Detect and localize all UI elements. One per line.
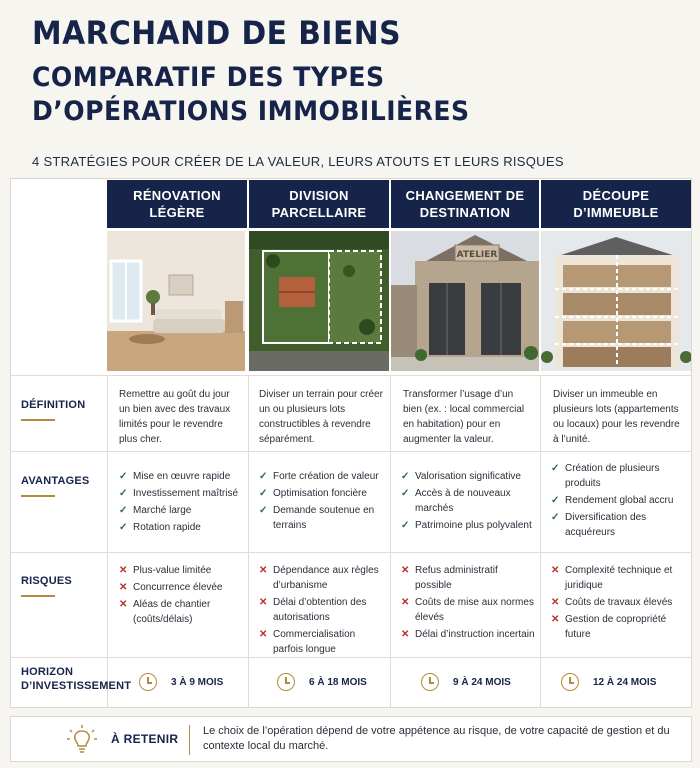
- list-item-text: Rotation rapide: [133, 522, 201, 533]
- title-line-2: COMPARATIF DES TYPES: [32, 62, 385, 93]
- list-item: [119, 469, 247, 484]
- avantages-cell: [401, 469, 535, 535]
- list-item-text: Complexité technique et juridique: [565, 565, 673, 591]
- list-item: [119, 520, 247, 535]
- list-item: [259, 627, 387, 657]
- list-item-text: Rendement global accru: [565, 495, 674, 506]
- list-item-text: Délai d’instruction incertain: [415, 629, 535, 640]
- row-divider: [11, 375, 691, 376]
- title-line-3: D’OPÉRATIONS IMMOBILIÈRES: [32, 96, 470, 127]
- list-item-text: Plus-value limitée: [133, 565, 212, 576]
- row-label-text: RISQUES: [21, 575, 72, 587]
- horizon-cell: [277, 673, 367, 691]
- check-icon: ✓: [259, 471, 268, 482]
- land-plot-aerial-photo: [249, 231, 389, 371]
- column-header-line: DÉCOUPE: [582, 188, 650, 203]
- row-label-avantages: [11, 475, 107, 497]
- list-item-text: Demande soutenue en terrains: [273, 505, 375, 531]
- living-room-photo: [107, 231, 245, 371]
- horizon-value: 9 À 24 MOIS: [453, 676, 511, 688]
- list-item-text: Valorisation significative: [415, 471, 521, 482]
- list-item-text: Coûts de mise aux normes élevés: [415, 597, 534, 623]
- cross-icon: ✕: [401, 597, 410, 608]
- column-header-line: RÉNOVATION: [133, 188, 221, 203]
- row-label-text: AVANTAGES: [21, 475, 90, 487]
- list-item-text: Optimisation foncière: [273, 488, 367, 499]
- list-item-text: Gestion de copropriété future: [565, 614, 667, 640]
- gold-underline: [21, 419, 55, 421]
- definition-cell: Remettre au goût du jour un bien avec des travaux limités pour le revendre plus cher.: [119, 389, 231, 445]
- list-item-text: Commercialisation parfois longue: [273, 629, 356, 655]
- cross-icon: ✕: [259, 597, 268, 608]
- list-item: [551, 595, 685, 610]
- column-header-renovation: [107, 180, 247, 228]
- list-item: [259, 486, 387, 501]
- risques-cell: [401, 563, 535, 644]
- check-icon: ✓: [119, 488, 128, 499]
- row-label-definition: [11, 399, 107, 421]
- atelier-building-photo: [391, 231, 539, 371]
- comparison-table: [10, 178, 692, 708]
- gold-underline: [21, 595, 55, 597]
- risques-cell: [259, 563, 387, 659]
- title-line-1: MARCHAND DE BIENS: [32, 14, 402, 52]
- avantages-cell: [119, 469, 247, 537]
- list-item: [551, 612, 685, 642]
- check-icon: ✓: [259, 488, 268, 499]
- check-icon: ✓: [551, 512, 560, 523]
- definition-cell: Diviser un immeuble en plusieurs lots (appartements ou locaux) pour les revendre à l’unité.: [553, 389, 680, 445]
- horizon-cell: [561, 673, 656, 691]
- column-header-line: DESTINATION: [419, 205, 511, 220]
- column-header-line: DIVISION: [289, 188, 349, 203]
- cross-icon: ✕: [401, 565, 410, 576]
- row-divider: [11, 552, 691, 553]
- list-item: [401, 518, 535, 533]
- list-item-text: Diversification des acquéreurs: [565, 512, 647, 538]
- row-label-text: D’INVESTISSEMENT: [21, 680, 132, 692]
- horizon-value: 12 À 24 MOIS: [593, 676, 657, 688]
- cross-icon: ✕: [401, 629, 410, 640]
- list-item-text: Délai d’obtention des autorisations: [273, 597, 367, 623]
- list-item-text: Marché large: [133, 505, 192, 516]
- list-item: [259, 563, 387, 593]
- row-label-risques: [11, 575, 107, 597]
- risques-cell: [119, 563, 247, 629]
- column-header-changement: [391, 180, 539, 228]
- check-icon: ✓: [551, 463, 560, 474]
- list-item-text: Concurrence élevée: [133, 582, 223, 593]
- column-divider: [390, 375, 391, 707]
- clock-icon: [561, 673, 579, 691]
- clock-icon: [139, 673, 157, 691]
- column-header-line: PARCELLAIRE: [271, 205, 367, 220]
- avantages-cell: [551, 461, 685, 542]
- atelier-sign: ATELIER: [456, 250, 498, 260]
- list-item: [401, 486, 535, 516]
- clock-icon: [421, 673, 439, 691]
- list-item-text: Refus administratif possible: [415, 565, 498, 591]
- list-item: [119, 580, 247, 595]
- list-item: [551, 510, 685, 540]
- check-icon: ✓: [551, 495, 560, 506]
- retain-title: À RETENIR: [111, 732, 179, 746]
- check-icon: ✓: [401, 488, 410, 499]
- column-header-line: CHANGEMENT DE: [405, 188, 525, 203]
- list-item: [401, 563, 535, 593]
- avantages-cell: [259, 469, 387, 535]
- column-header-line: LÉGÈRE: [149, 205, 205, 220]
- clock-icon: [277, 673, 295, 691]
- cross-icon: ✕: [551, 597, 560, 608]
- horizon-value: 6 À 18 MOIS: [309, 676, 367, 688]
- definition-cell: Diviser un terrain pour créer un ou plusieurs lots constructibles à revendre séparément.: [259, 389, 383, 445]
- list-item: [119, 503, 247, 518]
- check-icon: ✓: [259, 505, 268, 516]
- retain-box: [10, 716, 692, 762]
- list-item-text: Mise en œuvre rapide: [133, 471, 231, 482]
- check-icon: ✓: [401, 471, 410, 482]
- row-label-text: HORIZON: [21, 666, 74, 678]
- list-item: [401, 595, 535, 625]
- list-item: [119, 597, 247, 627]
- check-icon: ✓: [119, 522, 128, 533]
- list-item-text: Dépendance aux règles d’urbanisme: [273, 565, 379, 591]
- list-item: [259, 595, 387, 625]
- row-label-horizon: [11, 665, 132, 693]
- list-item: [401, 469, 535, 484]
- list-item: [551, 461, 685, 491]
- list-item: [551, 493, 685, 508]
- column-divider: [540, 375, 541, 707]
- list-item-text: Forte création de valeur: [273, 471, 379, 482]
- column-divider: [248, 375, 249, 707]
- horizon-value: 3 À 9 MOIS: [171, 676, 224, 688]
- list-item-text: Coûts de travaux élevés: [565, 597, 673, 608]
- horizon-cell: [421, 673, 511, 691]
- row-label-text: DÉFINITION: [21, 399, 86, 411]
- cross-icon: ✕: [119, 582, 128, 593]
- list-item: [259, 469, 387, 484]
- horizon-cell: [139, 673, 223, 691]
- check-icon: ✓: [401, 520, 410, 531]
- cross-icon: ✕: [119, 599, 128, 610]
- gold-underline: [21, 495, 55, 497]
- list-item-text: Patrimoine plus polyvalent: [415, 520, 532, 531]
- list-item-text: Création de plusieurs produits: [565, 463, 660, 489]
- check-icon: ✓: [119, 505, 128, 516]
- list-item-text: Aléas de chantier (coûts/délais): [133, 599, 211, 625]
- list-item: [401, 627, 535, 642]
- column-header-line: D’IMMEUBLE: [573, 205, 659, 220]
- list-item-text: Investissement maîtrisé: [133, 488, 239, 499]
- list-item: [551, 563, 685, 593]
- retain-divider: [189, 725, 190, 755]
- cross-icon: ✕: [259, 629, 268, 640]
- list-item-text: Accès à de nouveaux marchés: [415, 488, 511, 514]
- subtitle: 4 STRATÉGIES POUR CRÉER DE LA VALEUR, LEURS ATOUTS ET LEURS RISQUES: [32, 154, 564, 169]
- cross-icon: ✕: [551, 614, 560, 625]
- column-header-division: [249, 180, 389, 228]
- cross-icon: ✕: [551, 565, 560, 576]
- column-divider: [107, 375, 108, 707]
- lightbulb-icon: [67, 725, 97, 755]
- building-cutaway-photo: [541, 231, 691, 371]
- list-item: [259, 503, 387, 533]
- row-divider: [11, 451, 691, 452]
- check-icon: ✓: [119, 471, 128, 482]
- risques-cell: [551, 563, 685, 644]
- column-header-decoupe: [541, 180, 691, 228]
- definition-cell: Transformer l’usage d’un bien (ex. : local commercial en habitation) pour en augmenter la valeur.: [403, 389, 525, 445]
- list-item: [119, 563, 247, 578]
- cross-icon: ✕: [119, 565, 128, 576]
- list-item: [119, 486, 247, 501]
- retain-text: Le choix de l’opération dépend de votre appétence au risque, de votre capacité de gestion et du contexte local du marché.: [203, 725, 670, 752]
- cross-icon: ✕: [259, 565, 268, 576]
